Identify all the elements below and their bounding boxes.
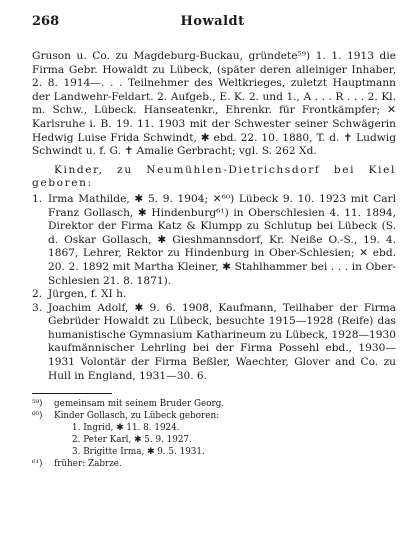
footnote-text: Kinder Gollasch, zu Lübeck geboren:: [54, 411, 220, 422]
footnote-60-item: 1. Ingrid, ✱ 11. 8. 1924.: [72, 423, 180, 434]
list-item: [32, 288, 396, 302]
footnotes: [32, 398, 396, 470]
footnote-61: [32, 458, 396, 470]
footnote-text: gemeinsam mit seinem Bruder Georg.: [54, 399, 225, 410]
list-item-text: Jürgen, f. XI h.: [48, 288, 127, 301]
main-text: [32, 50, 396, 383]
children-list: [32, 193, 396, 383]
list-item-number: 1.: [32, 192, 43, 205]
section-heading-children: Kinder, zu Neumühlen-Dietrichsdorf bei Kiel geboren:: [32, 163, 396, 190]
paragraph-continuation: Gruson u. Co. zu Magdeburg-Buckau, gründete⁵⁹) 1. 1. 1913 die Firma Gebr. Howaldt zu Lübeck, (später deren alleiniger Inhaber, 2. 8. 1914—. . . Teilnehmer des Weltkrieges, zuletzt Hauptmann der Landwehr-Feldart. 2. Aufgeb., E. K. 2. und 1., A . . . R . . . 2. Kl. m. Schw., Lübeck. Hanseatenkr., Ehrenkr. für Frontkämpfer; ✕ Karlsruhe i. B. 19. 11. 1903 mit der Schwester seiner Schwägerin Hedwig Luise Frida Schwindt, ✱ ebd. 22. 10. 1880, T. d. ✝ Ludwig Schwindt u. f. G. ✝ Amalie Gerbracht; vgl. S. 262 Xd.: [32, 50, 396, 158]
footnote-60-item: 3. Brigitte Irma, ✱ 9. 5. 1931.: [72, 447, 205, 458]
page-header: [32, 14, 396, 36]
list-item-text: Joachim Adolf, ✱ 9. 6. 1908, Kaufmann, Teilhaber der Firma Gebrüder Howaldt zu Lübeck, besuchte 1915—1928 (Reife) das humanistische Gymnasium Katharineum zu Lübeck, 1928—1930 kaufmännischer Lehrling bei der Firma Possehl ebd., 1930—1931 Volontär der Firma Beßler, Waechter, Glover and Co. zu Hull in England, 1931—30. 6.: [48, 301, 396, 382]
list-item-number: 2.: [32, 288, 43, 301]
footnote-mark: ⁶⁰): [32, 411, 43, 422]
list-item: [32, 193, 396, 288]
footnote-mark: ⁵⁹): [32, 399, 43, 410]
page-number: 268: [32, 14, 60, 29]
list-item-number: 3.: [32, 301, 43, 314]
footnote-60: [32, 410, 396, 422]
list-item-text: Irma Mathilde, ✱ 5. 9. 1904; ✕⁶⁰) Lübeck 9. 10. 1923 mit Carl Franz Gollasch, ✱ Hindenburg⁶¹) in Oberschlesien 4. 11. 1894, Direktor der Firma Katz & Klumpp zu Schlutup bei Lübeck (S. d. Oskar Gollasch, ✱ Gieshmannsdorf, Kr. Neiße O.-S., 19. 4. 1867, Lehrer, Rektor zu Hindenburg in Ober-Schlesien; ✕ ebd. 20. 2. 1892 mit Martha Kleiner, ✱ Stahlhammer bei . . . in Ober-Schlesien 21. 8. 1871).: [48, 192, 396, 287]
running-head: Howaldt: [180, 14, 245, 29]
footnote-divider: [32, 393, 112, 394]
footnote-text: früher: Zabrze.: [54, 459, 122, 470]
footnote-60-item: 2. Peter Karl, ✱ 5. 9. 1927.: [72, 435, 192, 446]
list-item: [32, 302, 396, 384]
footnote-mark: ⁶¹): [32, 459, 43, 470]
footnote-59: [32, 398, 396, 410]
